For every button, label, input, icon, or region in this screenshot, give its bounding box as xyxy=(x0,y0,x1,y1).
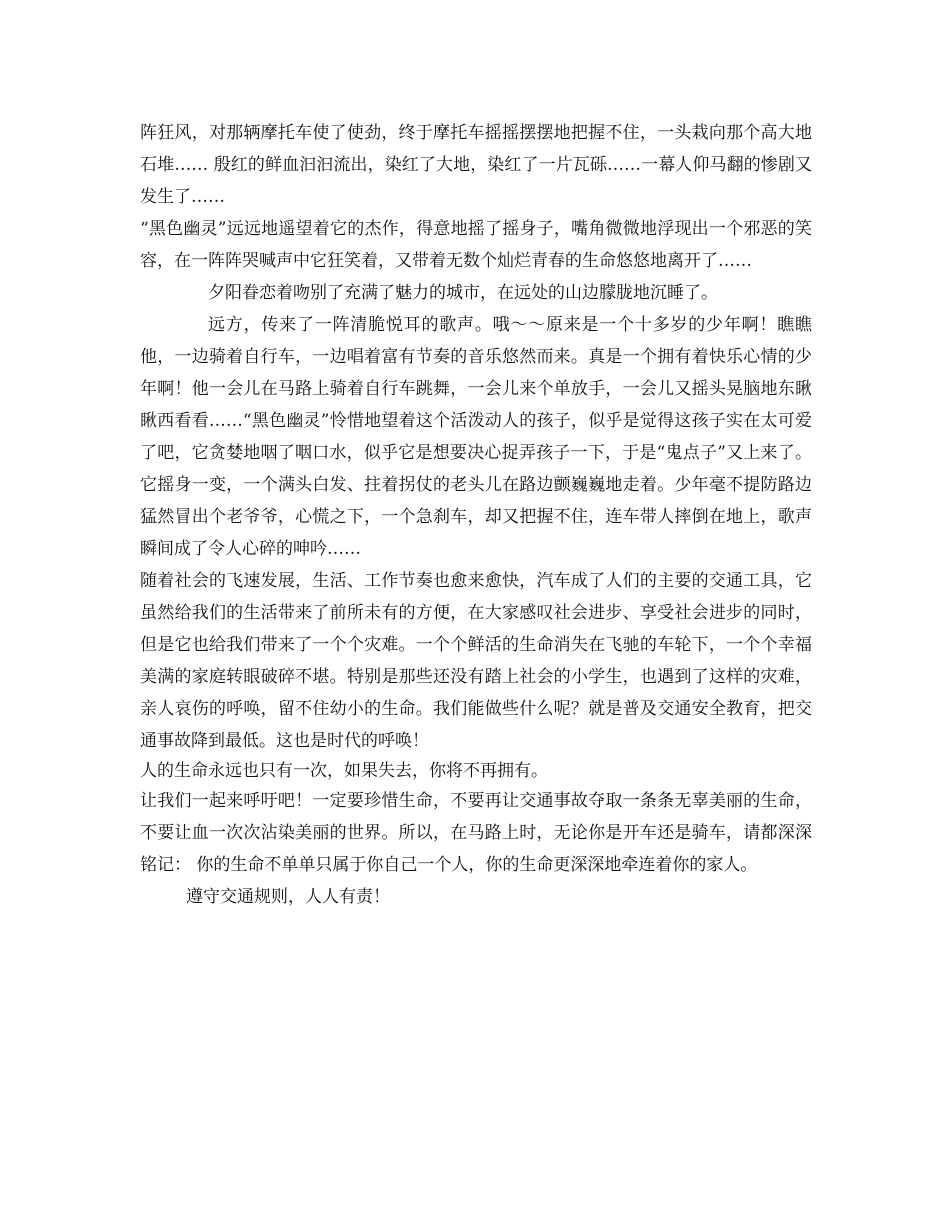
paragraph-black-ghost-leaves: “黑色幽灵”远远地遥望着它的杰作，得意地摇了摇身子，嘴角微微地浮现出一个邪恶的笑容，在一阵阵哭喊声中它狂笑着，又带着无数个灿烂青春的生命悠悠地离开了…… xyxy=(140,219,812,271)
paragraph-crash-scene: 阵狂风，对那辆摩托车使了使劲，终于摩托车摇摇摆摆地把握不住，一头栽向那个高大地石堆…… 殷红的鲜血汩汩流出，染红了大地，染红了一片瓦砾……一幕人仰马翻的惨剧又发生了…… xyxy=(140,123,812,207)
paragraph-boy-on-bicycle: 远方，传来了一阵清脆悦耳的歌声。哦～～原来是一个十多岁的少年啊！瞧瞧他，一边骑着自行车，一边唱着富有节奏的音乐悠然而来。真是一个拥有着快乐心情的少年啊！他一会儿在马路上骑着自行车跳舞，一会儿来个单放手，一会儿又摇头晃脑地东瞅瞅西看看……“黑色幽灵”怜惜地望着这个活泼动人的孩子，似乎是觉得这孩子实在太可爱了吧，它贪婪地咽了咽口水，似乎它是想要决心捉弄孩子一下，于是“鬼点子”又上来了。它摇身一变，一个满头白发、拄着拐仗的老头儿在路边颤巍巍地走着。少年毫不提防路边猛然冒出个老爷爷，心慌之下，一个急刹车，却又把握不住，连车带人摔倒在地上，歌声瞬间成了令人心碎的呻吟…… xyxy=(140,315,812,559)
paragraph-social-development: 随着社会的飞速发展，生活、工作节奏也愈来愈快，汽车成了人们的主要的交通工具，它虽然给我们的生活带来了前所未有的方便，在大家感叹社会进步、享受社会进步的同时，但是它也给我们带来了一个个灾难。一个个鲜活的生命消失在飞驰的车轮下，一个个幸福美满的家庭转眼破碎不堪。特别是那些还没有踏上社会的小学生，也遇到了这样的灾难，亲人哀伤的呼唤，留不住幼小的生命。我们能做些什么呢？就是普及交通安全教育，把交通事故降到最低。这也是时代的呼唤！ xyxy=(140,571,812,751)
document-body xyxy=(140,117,812,913)
paragraph-life-once: 人的生命永远也只有一次，如果失去，你将不再拥有。 xyxy=(140,761,548,781)
paragraph-sunset: 夕阳眷恋着吻别了充满了魅力的城市，在远处的山边朦胧地沉睡了。 xyxy=(208,283,718,303)
paragraph-slogan: 遵守交通规则，人人有责！ xyxy=(186,887,390,907)
paragraph-call-to-action: 让我们一起来呼吁吧！一定要珍惜生命，不要再让交通事故夺取一条条无辜美丽的生命，不要让血一次次沾染美丽的世界。所以，在马路上时，无论你是开车还是骑车，请都深深铭记： 你的生命不单单只属于你自己一个人，你的生命更深深地牵连着你的家人。 xyxy=(140,791,812,875)
